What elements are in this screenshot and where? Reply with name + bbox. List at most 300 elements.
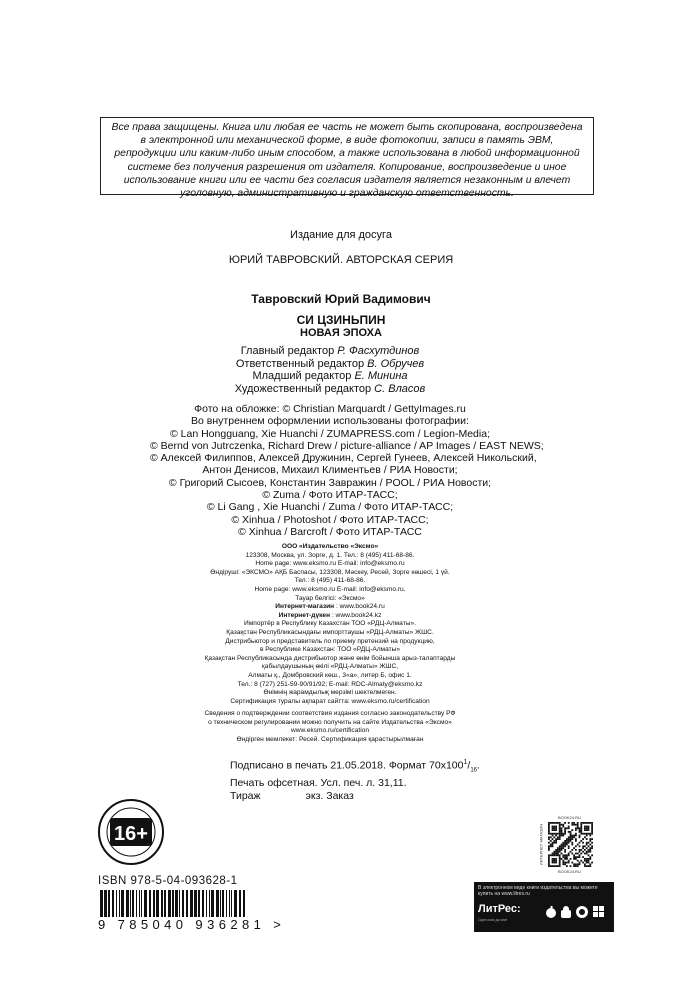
qr-module [573,863,575,865]
qr-module [589,863,591,865]
barcode-bar [182,890,184,920]
qr-module [591,824,593,826]
qr-module [584,858,586,860]
qr-module [550,822,552,824]
qr-module [577,822,579,824]
qr-module [584,829,586,831]
qr-module [582,851,584,853]
qr-module [589,840,591,842]
qr-module [575,824,577,826]
imprint-line: Тел.: 8 (727) 251-59-90/91/92; E-mail: RDC-Almaty@eksmo.kz [237,680,423,688]
qr-module [557,822,559,824]
qr-module [568,860,570,862]
qr-module [561,833,563,835]
qr-module [586,842,588,844]
photo-credits [150,403,544,538]
qr-module [577,863,579,865]
qr-side-label: ИНТЕРНЕТ-МАГАЗИН [538,823,544,866]
qr-module [562,842,564,844]
age-rating-badge [97,798,165,866]
qr-module [568,854,570,856]
qr-module [564,833,566,835]
barcode-bar [161,890,163,920]
qr-module [555,858,557,860]
qr-module [579,851,581,853]
qr-module [566,838,568,840]
qr-module [589,856,591,858]
run-line: Тираж экз. Заказ [230,789,354,802]
imprint-line: www.eksmo.ru/certification [290,727,370,735]
qr-module [555,833,557,835]
barcode-bar [156,890,159,920]
qr-module [580,822,582,824]
qr-module [571,838,573,840]
qr-module [571,844,573,846]
qr-module [559,854,561,856]
qr-module [548,842,550,844]
qr-module [579,842,581,844]
print-details [230,757,490,802]
qr-module [550,836,552,838]
phone-icon [576,906,588,918]
qr-module [586,835,588,837]
shop-ru-line: Интернет-магазин : www.book24.ru [275,603,385,611]
qr-module [568,853,570,855]
author-name: Тавровский Юрий Вадимович [251,292,431,306]
age-rating-text: 16+ [114,823,148,845]
qr-module [580,824,582,826]
barcode-bar [209,890,210,920]
qr-module [564,845,566,847]
qr-module [559,851,561,853]
qr-module [579,829,581,831]
qr-module [575,865,577,867]
qr-module [589,844,591,846]
qr-module [559,849,561,851]
credit-line: © Li Gang , Xie Huanchi / Zuma / Фото ИТАР-ТАСС; [206,501,454,514]
imprint-line: Сведения о подтверждении соответствия издания согласно законодательству РФ [204,710,456,718]
qr-module [579,849,581,851]
qr-module [561,831,563,833]
qr-module [552,853,554,855]
qr-module [557,851,559,853]
qr-module [575,856,577,858]
barcode-bar [141,890,142,920]
qr-module [584,822,586,824]
qr-module [548,862,550,864]
qr-module [573,824,575,826]
imprint-line: Сертификация туралы ақпарат сайтта: www.eksmo.ru/certification [230,697,430,705]
qr-module [561,853,563,855]
qr-module [566,842,568,844]
qr-module [591,854,593,856]
qr-module [584,836,586,838]
qr-module [559,863,561,865]
qr-module [548,845,550,847]
qr-module [548,860,550,862]
qr-module [571,849,573,851]
qr-module [591,838,593,840]
barcode-bar [116,890,117,920]
qr-module [591,829,593,831]
qr-module [573,835,575,837]
qr-code [548,822,593,867]
qr-module [588,858,590,860]
qr-module [568,862,570,864]
qr-module [561,847,563,849]
qr-module [586,865,588,867]
qr-module [586,862,588,864]
credit-line: Во внутреннем оформлении использованы фотографии: [191,415,469,428]
qr-module [562,863,564,865]
imprint-line: қабылдаушының өкілі «РДЦ-Алматы» ЖШС, [261,663,399,671]
qr-module [568,826,570,828]
litres-slogan: Один клик до книг [478,918,508,922]
qr-module [550,833,552,835]
qr-module [552,827,554,829]
qr-module [575,840,577,842]
barcode-bar [126,890,129,920]
qr-module [564,829,566,831]
qr-module [564,827,566,829]
qr-module [548,863,550,865]
qr-module [589,847,591,849]
editor-line: Младший редактор Е. Минина [252,370,408,382]
barcode-bar [243,890,245,920]
qr-module [570,865,572,867]
qr-module [561,845,563,847]
editor-line: Главный редактор Р. Фасхутдинов [240,345,420,357]
qr-module [557,847,559,849]
qr-module [555,860,557,862]
barcode-bar [144,890,147,920]
qr-module [564,822,566,824]
barcode-bar [104,890,107,920]
barcode-bar [153,890,155,920]
qr-module [557,849,559,851]
imprint-line: о техническом регулировании можно получить на сайте Издательства «Эксмо» [208,718,452,726]
qr-module [568,847,570,849]
imprint-line: Алматы қ., Домбровский көш., 3«а», литер Б, офис 1. [248,671,412,679]
qr-module [555,829,557,831]
publisher-name: ООО «Издательство «Эксмо» [281,543,379,550]
qr-module [553,829,555,831]
qr-module [559,833,561,835]
barcode-bar [130,890,131,920]
qr-module [564,854,566,856]
qr-module [562,856,564,858]
qr-module [591,822,593,824]
book-subtitle: НОВАЯ ЭПОХА [300,327,382,339]
qr-module [561,858,563,860]
qr-module [577,827,579,829]
qr-module [591,842,593,844]
barcode-bar [132,890,134,920]
qr-module [580,833,582,835]
qr-module [564,840,566,842]
qr-module [566,840,568,842]
barcode-bar [211,890,214,920]
qr-module [571,842,573,844]
qr-module [559,858,561,860]
credit-line: Фото на обложке: © Christian Marquardt / GettyImages.ru [194,403,466,415]
qr-module [571,824,573,826]
barcode [98,890,248,920]
qr-module [588,849,590,851]
barcode-bar [194,890,197,920]
qr-module [577,865,579,867]
qr-module [589,822,591,824]
qr-module [575,863,577,865]
qr-bottom-label: BOOK24.RU [558,869,581,874]
qr-module [571,853,573,855]
barcode-bar [112,890,114,920]
qr-module [557,836,559,838]
windows-icon [593,906,604,917]
qr-module [550,840,552,842]
qr-module [586,858,588,860]
qr-module [548,847,550,849]
qr-module [562,854,564,856]
barcode-bar [222,890,224,920]
qr-module [561,827,563,829]
qr-module [586,844,588,846]
qr-module [573,856,575,858]
qr-module [588,842,590,844]
qr-module [553,858,555,860]
qr-module [555,838,557,840]
qr-module [561,824,563,826]
qr-module [548,827,550,829]
platform-icons [544,905,606,919]
qr-module [552,835,554,837]
barcode-bar [198,890,200,920]
qr-module [564,844,566,846]
qr-module [577,860,579,862]
qr-module [579,854,581,856]
qr-module [553,827,555,829]
qr-module [586,829,588,831]
qr-module [548,849,550,851]
qr-module [591,833,593,835]
imprint-line: в Республике Казахстан: ТОО «РДЦ-Алматы» [259,646,401,654]
credit-line: © Bernd von Jutrczenka, Richard Drew / picture-alliance / AP Images / EAST NEWS; [150,439,544,452]
qr-module [586,838,588,840]
qr-module [559,845,561,847]
qr-module [588,833,590,835]
qr-module [559,860,561,862]
qr-module [570,835,572,837]
qr-module [552,829,554,831]
barcode-bar [216,890,219,920]
qr-top-label: BOOK24.RU [558,815,581,820]
credit-line: © Lan Hongguang, Xie Huanchi / ZUMAPRESS.com / Legion-Media; [170,427,490,440]
qr-module [559,824,561,826]
qr-module [571,862,573,864]
imprint-line: Импортёр в Республику Казахстан ТОО «РДЦ-Алматы». [244,620,416,628]
qr-module [586,822,588,824]
qr-module [573,836,575,838]
qr-module [575,829,577,831]
qr-module [575,849,577,851]
qr-module [562,862,564,864]
qr-module [548,829,550,831]
qr-module [589,835,591,837]
barcode-bar [231,890,232,920]
qr-module [588,827,590,829]
imprint-line: Тауар белгісі: «Эксмо» [295,594,365,602]
qr-module [555,827,557,829]
qr-module [580,853,582,855]
qr-module [548,838,550,840]
series-title: ЮРИЙ ТАВРОВСКИЙ. АВТОРСКАЯ СЕРИЯ [228,254,454,266]
qr-module [561,849,563,851]
qr-module [573,858,575,860]
qr-module [555,849,557,851]
qr-module [580,860,582,862]
qr-module [588,854,590,856]
qr-module [589,851,591,853]
qr-module [550,854,552,856]
qr-module [564,856,566,858]
shop-kz-line: Интернет-дүкен : www.book24.kz [278,611,382,619]
qr-module [555,854,557,856]
qr-module [591,826,593,828]
qr-module [575,827,577,829]
qr-module [575,838,577,840]
qr-module [588,851,590,853]
qr-module [573,865,575,867]
qr-module [561,835,563,837]
qr-module [575,858,577,860]
qr-module [557,833,559,835]
qr-module [566,854,568,856]
book-title: СИ ЦЗИНЬПИН [296,313,386,327]
qr-module [555,862,557,864]
barcode-bar [100,890,103,920]
qr-module [577,844,579,846]
barcode-bar [136,890,137,920]
qr-module [568,822,570,824]
qr-module [586,860,588,862]
credit-line: © Григорий Сысоев, Константин Завражин / POOL / РИА Новости; [168,476,492,489]
qr-module [579,831,581,833]
qr-module [568,838,570,840]
qr-module [579,836,581,838]
qr-module [548,833,550,835]
qr-module [571,836,573,838]
imprint-line: Өнімнің жарамдылық мерзімі шектелмеген. [263,689,397,697]
imprint-line: Home page: www.eksmo.ru E-mail: info@eksmo.ru. [254,585,406,593]
qr-module [559,856,561,858]
qr-module [591,847,593,849]
qr-module [559,838,561,840]
qr-module [553,826,555,828]
qr-module [579,835,581,837]
barcode-bar [179,890,180,920]
qr-module [559,835,561,837]
qr-module [575,835,577,837]
isbn: ISBN 978-5-04-093628-1 [98,875,238,887]
qr-module [584,833,586,835]
qr-module [570,838,572,840]
qr-module [573,854,575,856]
qr-module [566,856,568,858]
qr-module [553,836,555,838]
qr-module [564,862,566,864]
barcode-bar [220,890,221,920]
qr-module [552,860,554,862]
qr-module [564,851,566,853]
qr-module [591,862,593,864]
qr-module [582,862,584,864]
qr-module [568,836,570,838]
qr-module [586,826,588,828]
qr-module [588,829,590,831]
qr-module [561,829,563,831]
qr-module [568,845,570,847]
barcode-bar [202,890,204,920]
qr-module [552,862,554,864]
barcode-bar [139,890,140,920]
qr-module [555,822,557,824]
qr-module [555,851,557,853]
barcode-bar [206,890,207,920]
qr-module [580,849,582,851]
barcode-bar [149,890,151,920]
qr-module [580,826,582,828]
barcode-bar [226,890,227,920]
qr-module [566,827,568,829]
credit-line: © Xinhua / Photoshot / Фото ИТАР-ТАСС; [231,513,429,526]
qr-module [579,845,581,847]
qr-module [552,858,554,860]
qr-module [564,849,566,851]
qr-module [586,827,588,829]
qr-module [568,831,570,833]
qr-module [553,854,555,856]
qr-module [586,847,588,849]
qr-module [589,858,591,860]
qr-module [588,822,590,824]
qr-module [559,826,561,828]
qr-module [577,856,579,858]
qr-module [579,856,581,858]
qr-module [579,862,581,864]
qr-module [589,865,591,867]
qr-module [588,865,590,867]
qr-module [568,827,570,829]
qr-module [562,845,564,847]
qr-module [566,862,568,864]
qr-module [586,833,588,835]
qr-module [584,860,586,862]
qr-module [562,835,564,837]
editors-list [150,345,510,395]
qr-module [562,844,564,846]
qr-module [562,833,564,835]
qr-module [552,845,554,847]
qr-module [588,862,590,864]
qr-module [584,865,586,867]
qr-module [552,842,554,844]
qr-module [555,853,557,855]
qr-module [584,849,586,851]
android-icon [561,906,571,918]
qr-module [571,829,573,831]
barcode-bar [121,890,124,920]
qr-module [548,822,550,824]
